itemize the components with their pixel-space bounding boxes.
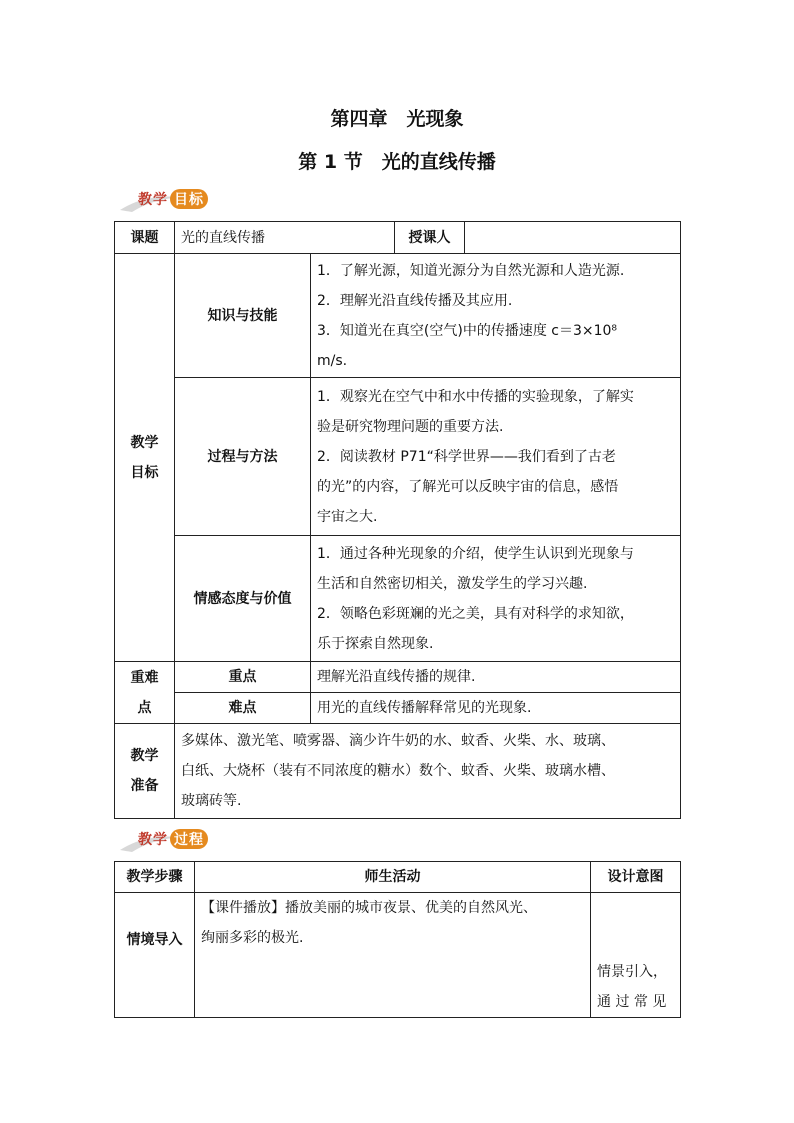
emotion-content: 1．通过各种光现象的介绍，使学生认识到光现象与 生活和自然密切相关，激发学生的学习兴趣. 2．领略色彩斑斓的光之美，具有对科学的求知欲， 乐于探索自然现象. <box>311 536 681 662</box>
emotion-label: 情感态度与价值 <box>175 536 311 662</box>
activity-content: 【课件播放】播放美丽的城市夜景、优美的自然风光、 绚丽多彩的极光. <box>195 893 591 1018</box>
topic-value: 光的直线传播 <box>175 222 395 254</box>
chapter-title: 第四章 光现象 <box>330 108 464 130</box>
badge-highlight: 目标 <box>170 189 208 209</box>
teacher-label: 授课人 <box>395 222 465 254</box>
badge-prefix: 教学 <box>138 832 168 848</box>
process-method-label: 过程与方法 <box>175 378 311 536</box>
step-label: 情境导入 <box>115 893 195 1018</box>
difficult-point-value: 用光的直线传播解释常见的光现象. <box>311 693 681 724</box>
process-table <box>114 861 681 1018</box>
key-point-value: 理解光沿直线传播的规律. <box>311 662 681 693</box>
teaching-process-badge <box>118 826 258 856</box>
prep-content: 多媒体、激光笔、喷雾器、滴少许牛奶的水、蚊香、火柴、水、玻璃、 白纸、大烧杯（装有不同浓度的糖水）数个、蚊香、火柴、玻璃水槽、 玻璃砖等. <box>175 724 681 819</box>
header-intent: 设计意图 <box>591 862 681 893</box>
process-method-content: 1．观察光在空气中和水中传播的实验现象，了解实 验是研究物理问题的重要方法. 2．阅读教材 P71“科学世界——我们看到了古老 的光”的内容，了解光可以反映宇宙的信息，感悟 宇宙之大. <box>311 378 681 536</box>
header-activity: 师生活动 <box>195 862 591 893</box>
knowledge-label: 知识与技能 <box>175 254 311 378</box>
badge-prefix: 教学 <box>138 192 168 208</box>
prep-label: 教学 准备 <box>115 724 175 819</box>
goals-table <box>114 221 681 819</box>
intent-content: 情景引入， 通 过 常 见 <box>591 893 681 1018</box>
badge-highlight: 过程 <box>170 829 208 849</box>
difficult-point-label: 难点 <box>175 693 311 724</box>
topic-label: 课题 <box>115 222 175 254</box>
key-difficult-label: 重难 点 <box>115 662 175 724</box>
key-point-label: 重点 <box>175 662 311 693</box>
header-step: 教学步骤 <box>115 862 195 893</box>
section-title: 第 1 节 光的直线传播 <box>298 151 496 173</box>
teacher-value <box>465 222 681 254</box>
knowledge-content: 1．了解光源，知道光源分为自然光源和人造光源. 2．理解光沿直线传播及其应用. 3．知道光在真空(空气)中的传播速度 c＝3×10⁸ m/s. <box>311 254 681 378</box>
objectives-label: 教学 目标 <box>115 254 175 662</box>
teaching-goals-badge <box>118 186 258 216</box>
